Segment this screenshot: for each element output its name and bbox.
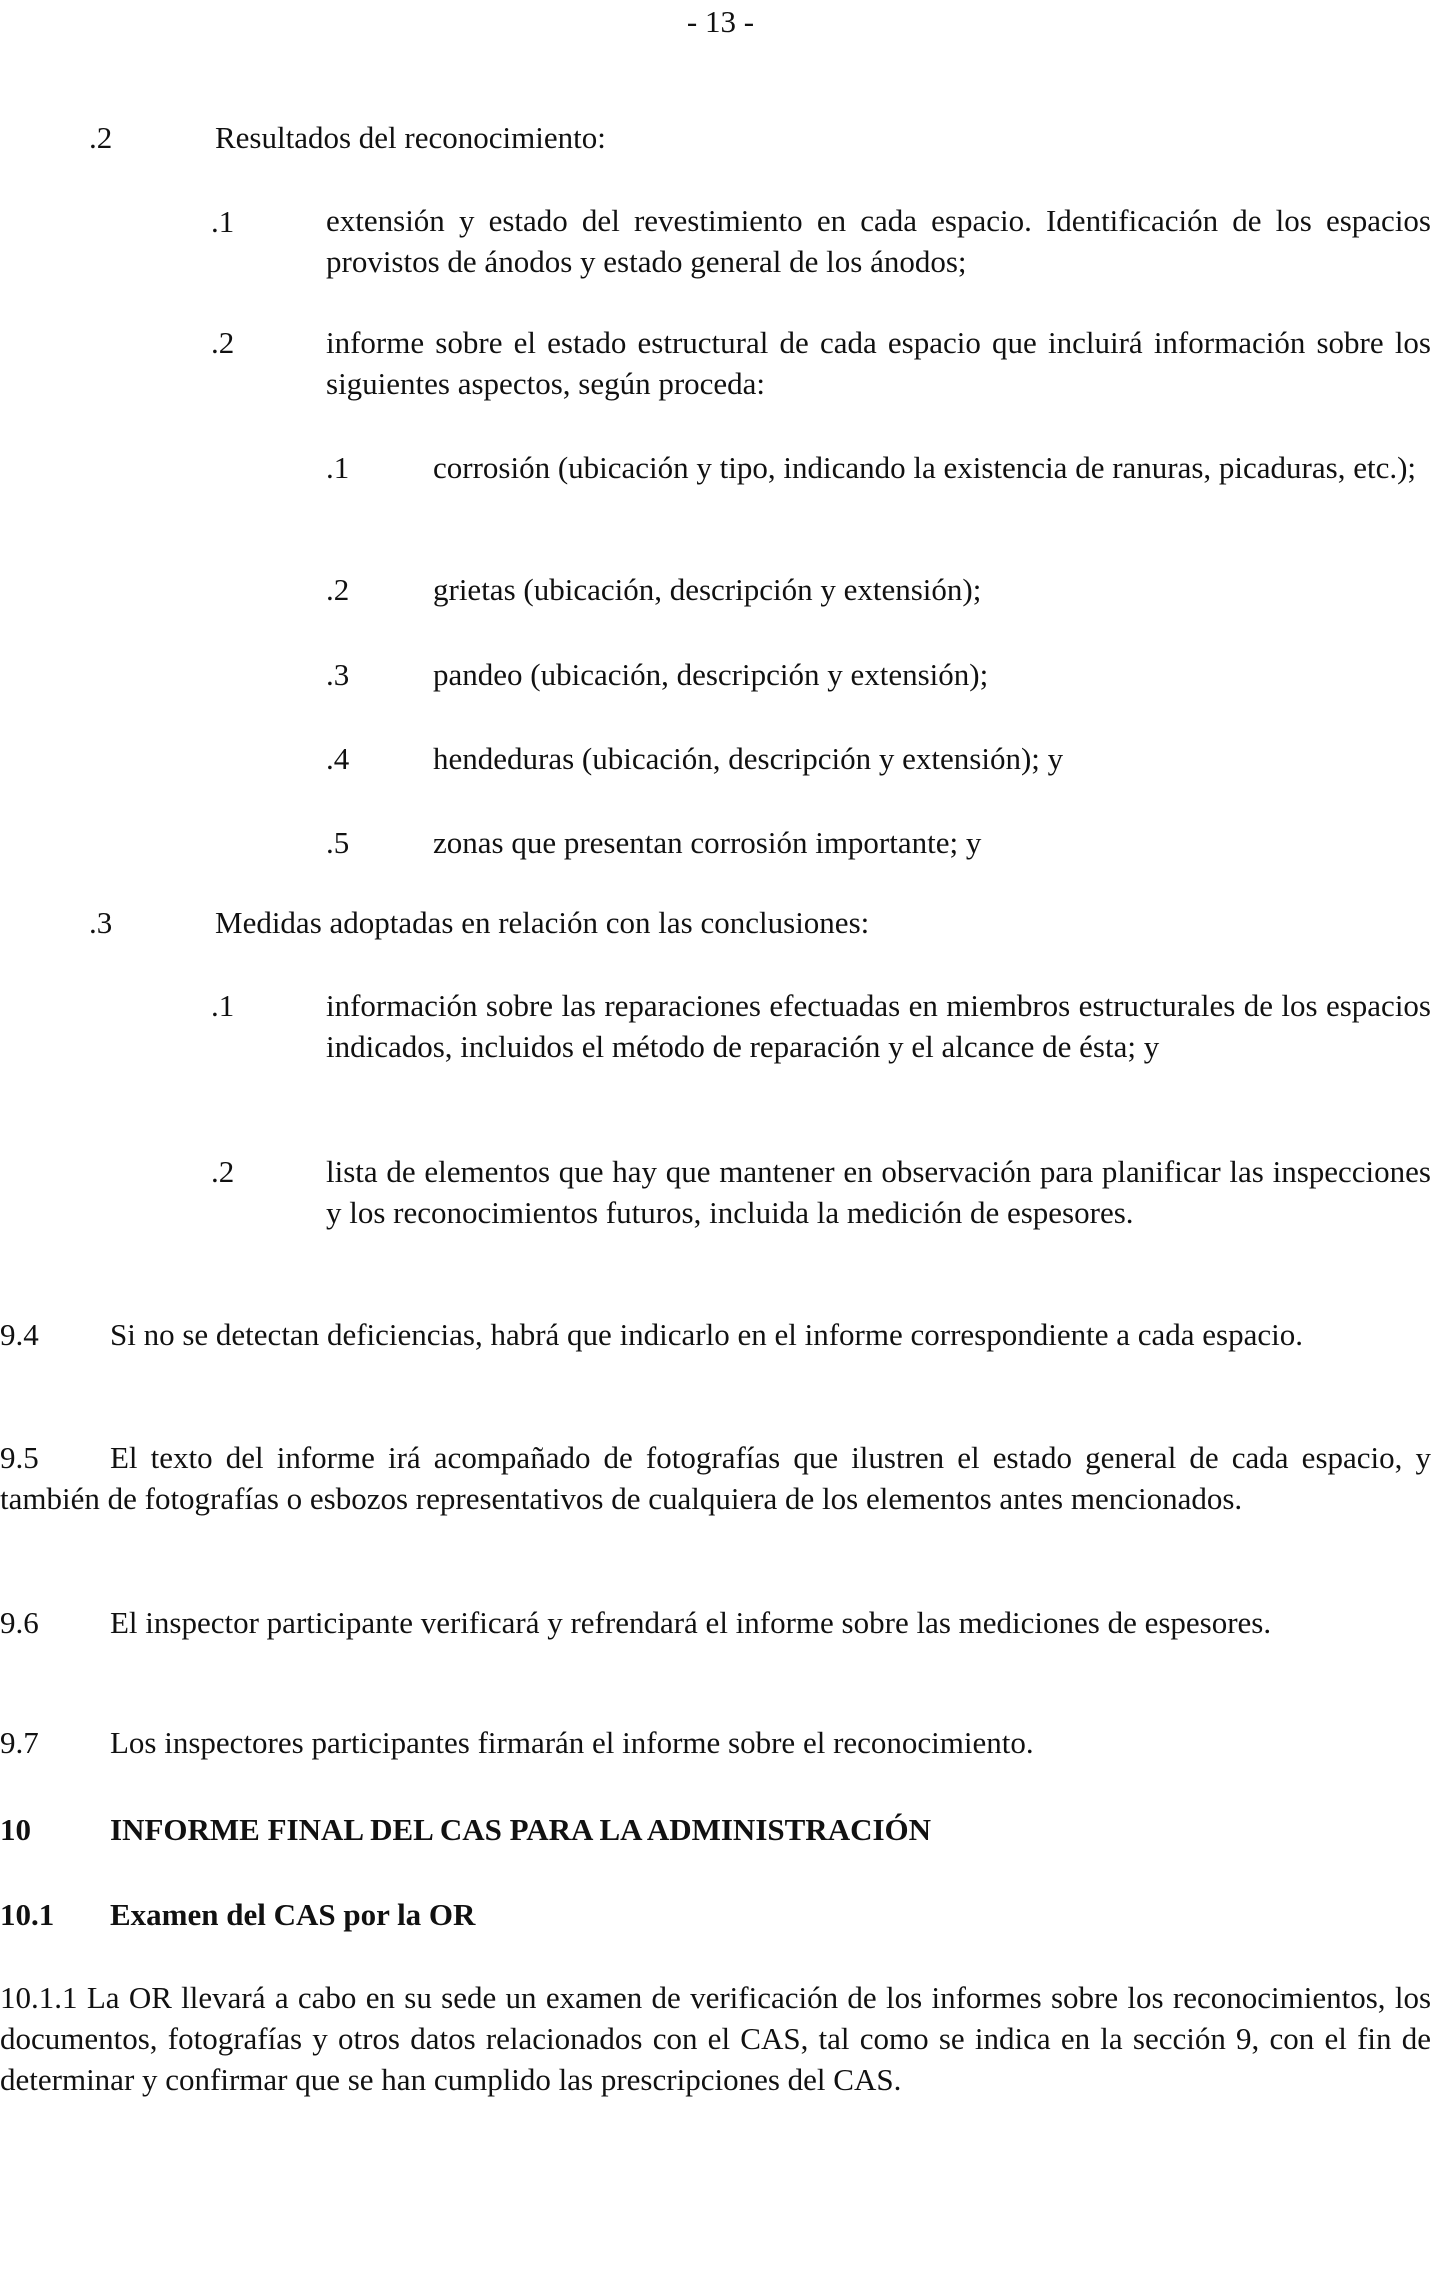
item-text: lista de elementos que hay que mantener en observación para planificar las inspecciones y los reconocimientos futuros, incluida la medición de espesores. — [326, 1154, 1431, 1230]
block-3-number: .3 — [89, 905, 113, 940]
block-2-number: .2 — [89, 120, 113, 155]
item-number: .2 — [211, 325, 235, 360]
paragraph-9-6 — [0, 1602, 1431, 1643]
paragraph-10-1-1 — [0, 1977, 1431, 2100]
page-number: - 13 - — [686, 4, 755, 39]
subitem-number: .5 — [326, 825, 350, 860]
paragraph-9-5 — [0, 1437, 1431, 1519]
item-text: extensión y estado del revestimiento en cada espacio. Identificación de los espacios provistos de ánodos y estado general de los ánodos; — [326, 203, 1431, 279]
block-3-title: Medidas adoptadas en relación con las conclusiones: — [215, 905, 870, 940]
item-text: informe sobre el estado estructural de cada espacio que incluirá información sobre los siguientes aspectos, según proceda: — [326, 325, 1431, 401]
paragraph-9-7-text: Los inspectores participantes firmarán el informe sobre el reconocimiento. — [110, 1725, 1034, 1760]
paragraph-text: El texto del informe irá acompañado de fotografías que ilustren el estado general de cada espacio, y también de fotografías o esbozos representativos de cualquiera de los elementos antes mencionados. — [0, 1440, 1431, 1516]
subitem-text: corrosión (ubicación y tipo, indicando la existencia de ranuras, picaduras, etc.); — [433, 450, 1417, 485]
paragraph-number: 9.5 — [0, 1440, 39, 1475]
paragraph-text: El inspector participante verificará y refrendará el informe sobre las mediciones de espesores. — [110, 1605, 1272, 1640]
subitem-number: .3 — [326, 657, 350, 692]
item-number: .1 — [211, 988, 235, 1023]
paragraph-text: La OR llevará a cabo en su sede un examen de verificación de los informes sobre los reconocimientos, los documentos, fotografías y otros datos relacionados con el CAS, tal como se indica en la sección 9, con el fin de determinar y confirmar que se han cumplido las prescripciones del CAS. — [0, 1980, 1432, 2097]
subitem-number: .1 — [326, 450, 350, 485]
item-number: .2 — [211, 1154, 235, 1189]
paragraph-text: Si no se detectan deficiencias, habrá que indicarlo en el informe correspondiente a cada espacio. — [110, 1317, 1303, 1352]
subitem-text: pandeo (ubicación, descripción y extensión); — [433, 657, 989, 692]
item-text: información sobre las reparaciones efectuadas en miembros estructurales de los espacios indicados, incluidos el método de reparación y el alcance de ésta; y — [326, 988, 1431, 1064]
section-10-heading: INFORME FINAL DEL CAS PARA LA ADMINISTRACIÓN — [110, 1812, 932, 1847]
subitem-text: zonas que presentan corrosión importante; y — [433, 825, 982, 860]
subitem-text: hendeduras (ubicación, descripción y extensión); y — [433, 741, 1064, 776]
paragraph-9-7-number: 9.7 — [0, 1725, 39, 1760]
paragraph-9-4 — [0, 1314, 1431, 1355]
subitem-text: grietas (ubicación, descripción y extensión); — [433, 572, 982, 607]
section-10-1-heading: Examen del CAS por la OR — [110, 1897, 476, 1932]
block-2-title: Resultados del reconocimiento: — [215, 120, 606, 155]
paragraph-number: 9.6 — [0, 1605, 39, 1640]
item-number: .1 — [211, 204, 235, 239]
section-10-number: 10 — [0, 1812, 31, 1847]
subitem-number: .2 — [326, 572, 350, 607]
paragraph-number: 9.4 — [0, 1317, 39, 1352]
section-10-1-number: 10.1 — [0, 1897, 55, 1932]
paragraph-number: 10.1.1 — [0, 1980, 78, 2015]
subitem-number: .4 — [326, 741, 350, 776]
